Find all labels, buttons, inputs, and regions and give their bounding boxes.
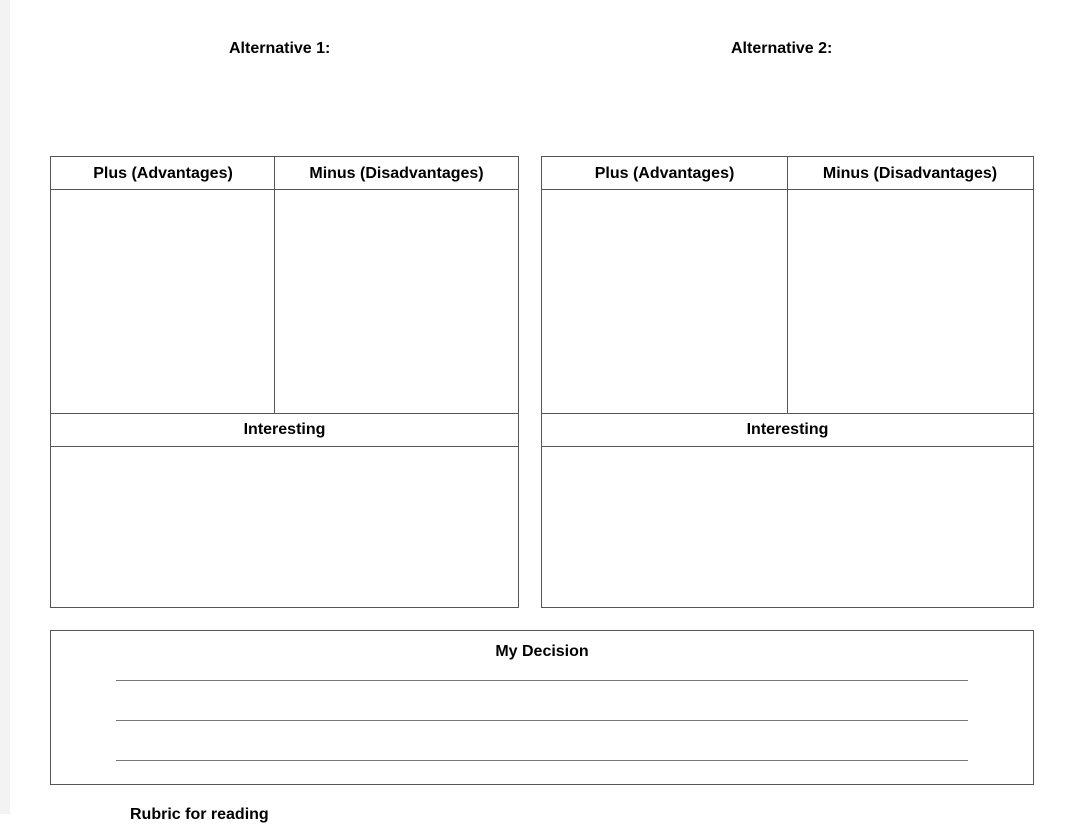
interesting-entry-area[interactable] (51, 447, 518, 607)
decision-write-line[interactable] (116, 680, 968, 681)
alternative-2-title: Alternative 2: (731, 40, 833, 57)
interesting-header: Interesting (746, 421, 829, 438)
minus-entry-area[interactable] (788, 190, 1033, 413)
minus-header: Minus (Disadvantages) (822, 165, 998, 182)
footer-partial-text: Rubric for reading (130, 806, 269, 823)
pmi-chart-alternative-2 (541, 156, 1034, 608)
decision-write-line[interactable] (116, 760, 968, 761)
minus-header: Minus (Disadvantages) (309, 165, 484, 182)
minus-entry-area[interactable] (275, 190, 518, 413)
pmi-chart-alternative-1 (50, 156, 519, 608)
plus-entry-area[interactable] (51, 190, 274, 413)
decision-box (50, 630, 1034, 785)
plus-header: Plus (Advantages) (93, 165, 233, 182)
interesting-header: Interesting (243, 421, 326, 438)
decision-write-line[interactable] (116, 720, 968, 721)
interesting-entry-area[interactable] (542, 447, 1033, 607)
page-gutter (0, 0, 10, 814)
decision-title: My Decision (495, 643, 589, 660)
alternative-1-title: Alternative 1: (229, 40, 331, 57)
plus-header: Plus (Advantages) (594, 165, 735, 182)
plus-entry-area[interactable] (542, 190, 787, 413)
